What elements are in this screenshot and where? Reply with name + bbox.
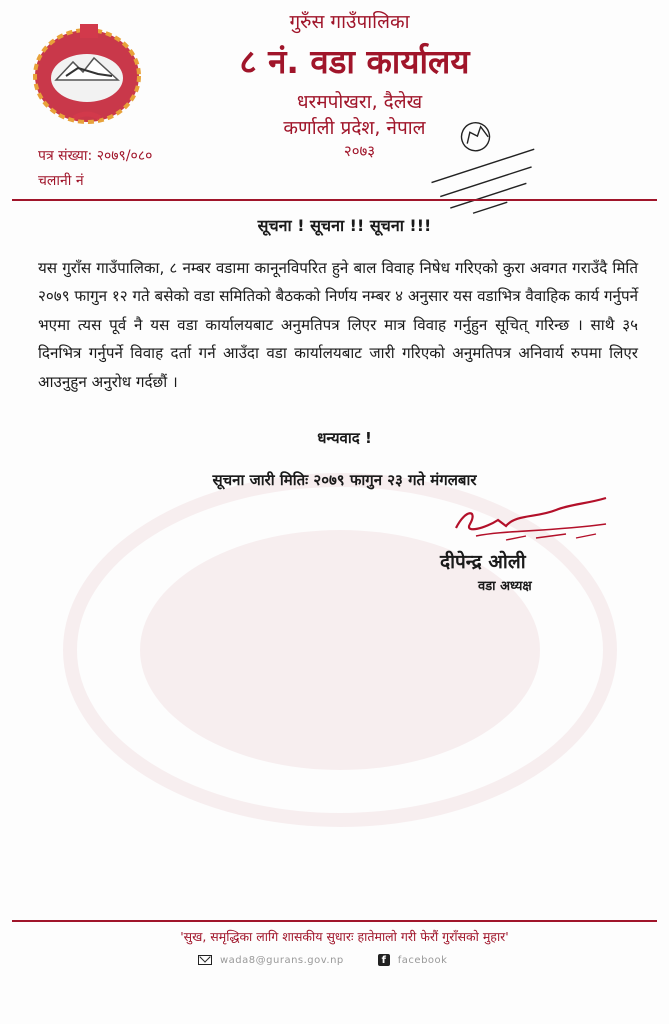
footer-contact [198, 951, 447, 969]
footer-divider [12, 920, 657, 922]
footer-facebook[interactable]: facebook [397, 954, 448, 966]
handwritten-signature [446, 488, 616, 548]
office-stamp [410, 115, 550, 225]
reference-number: पत्र संख्या: २०७९/०८० [38, 148, 153, 164]
issue-date: सूचना जारी मितिः २०७९ फागुन २३ गते मंगलबार [212, 471, 477, 489]
municipality-name: गुरुँस गाउँपालिका [289, 11, 410, 33]
signatory-name: दीपेन्द्र ओली [440, 551, 526, 573]
dispatch-number: चलानी नं [38, 173, 84, 189]
notice-body: यस गुराँस गाउँपालिका, ८ नम्बर वडामा कानूनविपरित हुने बाल विवाह निषेध गरिएको कुरा अवगत गराउँदै मिति २०७९ फागुन १२ गते बसेको वडा समितिको बैठकको निर्णय नम्बर ४ अनुसार यस वडाभित्र वैवाहिक कार्य गर्नुपर्ने भएमा त्यस पूर्व नै यस वडा कार्यालयबाट अनुमतिपत्र लिएर मात्र विवाह गर्नुहुन सूचित् गरिन्छ । साथै ३५ दिनभित्र गर्नुपर्ने विवाह दर्ता गर्न आउँदा वडा कार्यालयबाट जारी गरिएको अनुमतिपत्र अनिवार्य रुपमा लिएर आउनुहुन अनुरोध गर्दछौं । [38, 259, 638, 391]
notice-title: सूचना ! सूचना !! सूचना !!! [257, 216, 432, 235]
signatory-title: वडा अध्यक्ष [478, 579, 532, 594]
header-divider [12, 199, 657, 201]
thanks-text: धन्यवाद ! [317, 429, 372, 447]
mail-icon [198, 955, 212, 965]
footer-motto: 'सुख, समृद्धिका लागि शासकीय सुधारः हातेमालो गरी फेरौं गुराँसको मुहार' [180, 929, 509, 944]
office-name: ८ नं. वडा कार्यालय [239, 42, 470, 81]
office-place: धरमपोखरा, दैलेख [296, 91, 423, 113]
footer-email[interactable]: wada8@gurans.gov.np [220, 954, 344, 966]
office-province: कर्णाली प्रदेश, नेपाल [283, 117, 426, 139]
facebook-icon[interactable]: f [378, 954, 390, 966]
office-year: २०७३ [343, 142, 376, 160]
